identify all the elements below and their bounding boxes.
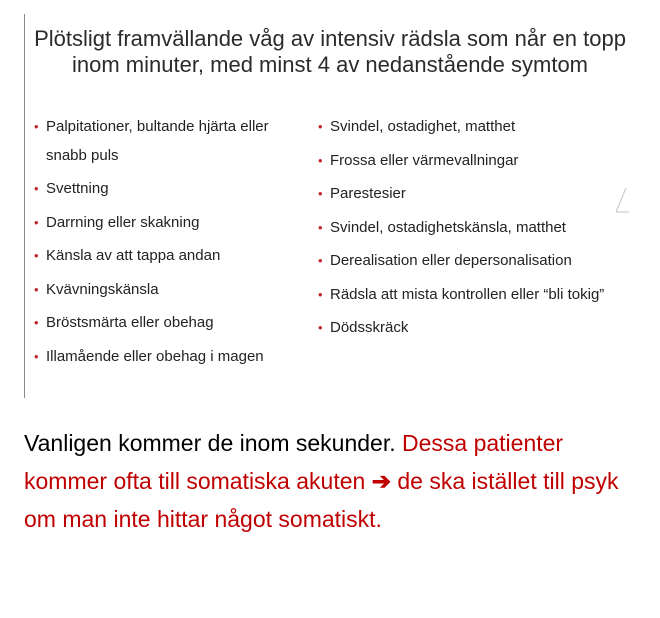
list-item	[34, 247, 304, 264]
list-item-text: Derealisation eller depersonalisation	[330, 252, 572, 269]
list-item-text: Svettning	[46, 180, 109, 197]
edge-mark-icon	[612, 186, 630, 216]
list-item	[34, 314, 304, 331]
bullet-icon: •	[34, 315, 39, 330]
bullet-icon: •	[318, 286, 323, 302]
list-item-text: Rädsla att mista kontrollen eller “bli tokig”	[330, 285, 605, 303]
note-text-plain: Vanligen kommer de inom sekunder.	[24, 430, 402, 456]
list-item	[318, 152, 618, 169]
list-item	[34, 112, 304, 170]
list-item-text: Bröstsmärta eller obehag	[46, 314, 214, 331]
symptom-list-left	[34, 118, 304, 381]
bullet-icon: •	[34, 281, 39, 297]
list-item-text: Parestesier	[330, 185, 406, 202]
bullet-icon: •	[318, 152, 323, 168]
list-item	[318, 280, 618, 309]
list-item-text: Känsla av att tappa andan	[46, 247, 221, 264]
list-item-text: Frossa eller värmevallningar	[330, 151, 519, 169]
list-item-text: Palpitationer, bultande hjärta eller snabb puls	[46, 118, 269, 164]
bullet-icon: •	[318, 186, 323, 201]
note-text-highlight: Dessa patienter kommer ofta till somatiska akuten	[24, 430, 564, 494]
slide-border	[24, 14, 25, 398]
bullet-icon: •	[318, 219, 323, 235]
list-item	[318, 118, 618, 135]
bullet-icon: •	[34, 214, 39, 230]
arrow-right-icon: ➔	[371, 468, 391, 494]
bullet-icon: •	[34, 248, 39, 263]
symptom-list-right	[318, 118, 618, 352]
note-paragraph	[24, 424, 634, 538]
list-item-text: Kvävningskänsla	[46, 280, 159, 298]
bullet-icon: •	[318, 119, 323, 134]
list-item	[318, 219, 618, 236]
bullet-icon: •	[34, 119, 39, 134]
list-item-text: Dödsskräck	[330, 318, 409, 336]
slide-title: Plötsligt framvällande våg av intensiv rädsla som når en topp inom minuter, med minst 4 av nedanstående symtom	[34, 26, 626, 77]
bullet-icon: •	[318, 253, 323, 268]
list-item	[318, 185, 618, 202]
note-text-highlight-2: de ska istället till psyk om man inte hittar något somatiskt.	[24, 468, 619, 532]
list-item	[34, 348, 304, 365]
bullet-icon: •	[318, 319, 323, 335]
list-item-text: Svindel, ostadighetskänsla, matthet	[330, 218, 566, 236]
list-item	[318, 252, 618, 269]
list-item	[34, 180, 304, 197]
list-item	[34, 214, 304, 231]
list-item-text: Svindel, ostadighet, matthet	[330, 118, 516, 135]
list-item-text: Illamående eller obehag i magen	[46, 347, 264, 365]
list-item-text: Darrning eller skakning	[46, 213, 200, 231]
list-item	[318, 319, 618, 336]
list-item	[34, 281, 304, 298]
bullet-icon: •	[34, 348, 39, 364]
bullet-icon: •	[34, 181, 39, 196]
